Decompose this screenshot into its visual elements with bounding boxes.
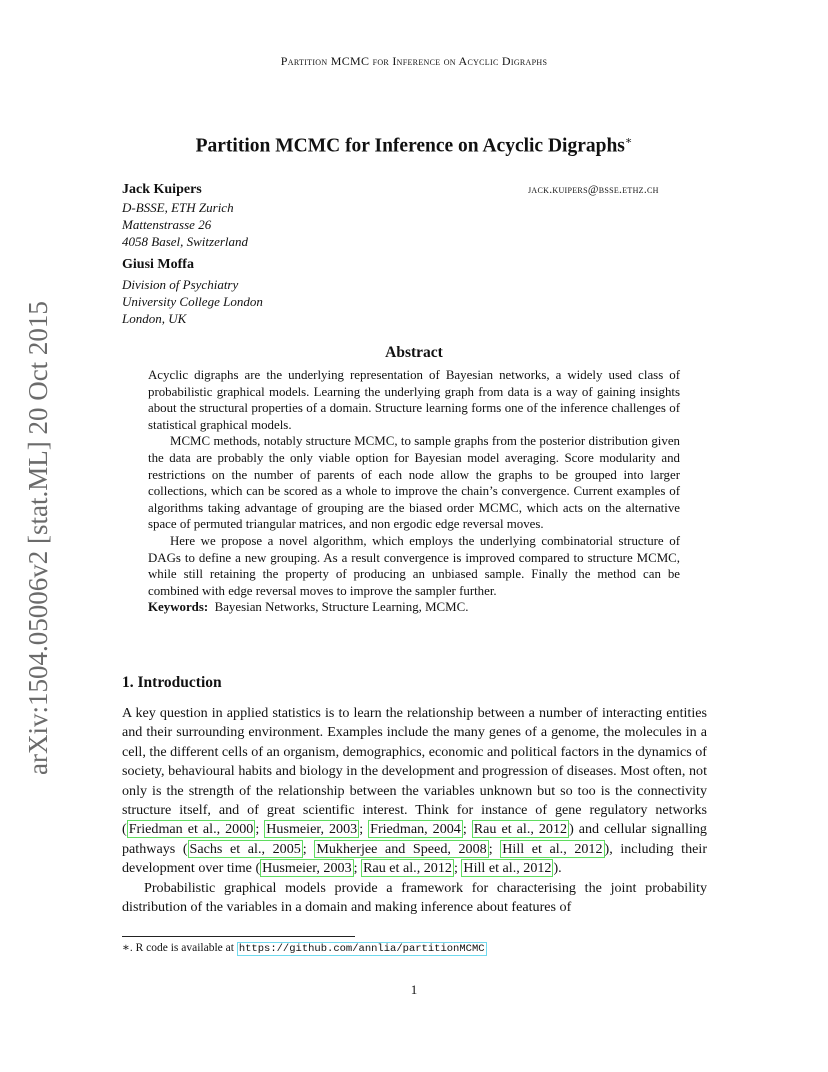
abstract-paragraph: Here we propose a novel algorithm, which employs the underlying combinatorial structure of DAGs to define a new grouping. As a result convergence is improved compared to structure MCMC, while still retaining the property of producing an unbiased sample. Finally the method can be combined with edge reversal moves to improve the sampler further. bbox=[148, 533, 680, 598]
title-text: Partition MCMC for Inference on Acyclic Digraphs bbox=[195, 135, 625, 157]
abstract-paragraph: MCMC methods, notably structure MCMC, to sample graphs from the posterior distribution given the data are probably the only viable option for Bayesian model averaging. Score modularity and restrictions on the number of parents of each node allow the graphs to be grouped into larger collections, which can be scored as a whole to improve the chain’s convergence. Current examples of algorithms taking advantage of grouping are the biased order MCMC, which acts on the alternative space of permuted triangular matrices, and non ergodic edge reversal moves. bbox=[148, 434, 680, 532]
arxiv-identifier: arXiv:1504.05006v2 [stat.ML] 20 Oct 2015 bbox=[23, 301, 53, 775]
author-name-1: Jack Kuipers bbox=[122, 182, 202, 197]
body-text: ), including their development over time ( bbox=[122, 840, 708, 877]
citation-link[interactable]: Hill et al., 2012 bbox=[502, 840, 603, 857]
footnote-text: R code is available at bbox=[135, 942, 234, 954]
footnote-mark: ∗. bbox=[122, 942, 133, 954]
author-email-1[interactable]: jack.kuipers@bsse.ethz.ch bbox=[528, 184, 659, 196]
paper-title bbox=[0, 134, 828, 158]
citation-link[interactable]: Friedman et al., 2000 bbox=[128, 821, 254, 838]
citation-link[interactable]: Husmeier, 2003 bbox=[266, 821, 358, 838]
affiliation-line: D-BSSE, ETH Zurich bbox=[122, 200, 234, 215]
title-footnote-mark: ∗ bbox=[624, 135, 633, 147]
affiliation-line: Mattenstrasse 26 bbox=[122, 217, 212, 232]
abstract-paragraph: Acyclic digraphs are the underlying representation of Bayesian networks, a widely used class of probabilistic graphical models. Learning the underlying graph from data is a way of gaining insights about the structural properties of a domain. Structure learning forms one of the inference challenges of statistical graphical models. bbox=[148, 368, 680, 432]
section-body bbox=[122, 704, 707, 917]
body-paragraph: A key question in applied statistics is to learn the relationship between a number of interacting entities and their surrounding environment. Examples include the many genes of a genome, the molecules in a cell, the different cells of an organism, demographics, economic and political factors in the dynamics of society, behavioural habits and biology in the development and progression of diseases. Most often, not only is the strength of the relationship between the variables unknown but so too is the connectivity structure itself, and of great scientific interest. Think for instance of gene regulatory networks ( Friedman et al., 2000 ; Husmeier, 2003 ; Friedman, 2004 ; Rau et al., 2012 ) and cellular signalling pathways ( Sachs et al., 2005 ; Mukherjee and Speed, 2008 ; Hill et al., 2012 ), including their development over time ( Husmeier, 2003 ; Rau et al., 2012 ; Hill et al., 2012 ). bbox=[122, 705, 708, 877]
section-heading: 1. Introduction bbox=[122, 674, 222, 691]
affiliation-line: University College London bbox=[122, 294, 263, 309]
keywords bbox=[148, 599, 680, 616]
citation-link[interactable]: Rau et al., 2012 bbox=[363, 860, 452, 877]
author-name-2: Giusi Moffa bbox=[122, 257, 194, 272]
footnote bbox=[122, 940, 487, 955]
page-number: 1 bbox=[410, 982, 418, 997]
body-text: A key question in applied statistics is to learn the relationship between a number of interacting entities and their surrounding environment. Examples include the many genes of a genome, the molecules in a cell, the different cells of an organism, demographics, economic and political factors in the dynamics of society, behavioural habits and biology in the development and progression of diseases. Most often, not only is the strength of the relationship between the variables unknown but so too is the connectivity structure itself, and of great scientific interest. Think for instance of gene regulatory networks ( bbox=[122, 705, 707, 838]
footnote-rule bbox=[122, 936, 355, 937]
author-affiliation-2 bbox=[122, 276, 263, 327]
citation-link[interactable]: Husmeier, 2003 bbox=[262, 860, 352, 877]
citation-link[interactable]: Hill et al., 2012 bbox=[463, 860, 552, 877]
abstract-body bbox=[148, 367, 680, 616]
body-paragraph: Probabilistic graphical models provide a framework for characterising the joint probability distribution of the variables in a domain and making inference about features of bbox=[122, 879, 707, 916]
footnote-url-link[interactable]: https://github.com/annlia/partitionMCMC bbox=[238, 943, 485, 955]
keywords-label: Keywords: bbox=[148, 600, 209, 615]
citation-link[interactable]: Mukherjee and Speed, 2008 bbox=[316, 840, 487, 857]
running-head: Partition MCMC for Inference on Acyclic Digraphs bbox=[280, 54, 548, 68]
body-text: ). bbox=[553, 860, 562, 877]
affiliation-line: Division of Psychiatry bbox=[122, 277, 239, 292]
affiliation-line: 4058 Basel, Switzerland bbox=[122, 234, 249, 249]
abstract-heading: Abstract bbox=[385, 344, 443, 361]
citation-link[interactable]: Rau et al., 2012 bbox=[473, 821, 568, 838]
citation-link[interactable]: Friedman, 2004 bbox=[370, 821, 461, 838]
author-affiliation-1 bbox=[122, 199, 248, 250]
affiliation-line: London, UK bbox=[122, 311, 187, 326]
citation-link[interactable]: Sachs et al., 2005 bbox=[189, 840, 301, 857]
keywords-text: Bayesian Networks, Structure Learning, MCMC. bbox=[214, 600, 469, 615]
body-text: ) and cellular signalling pathways ( bbox=[122, 821, 707, 857]
